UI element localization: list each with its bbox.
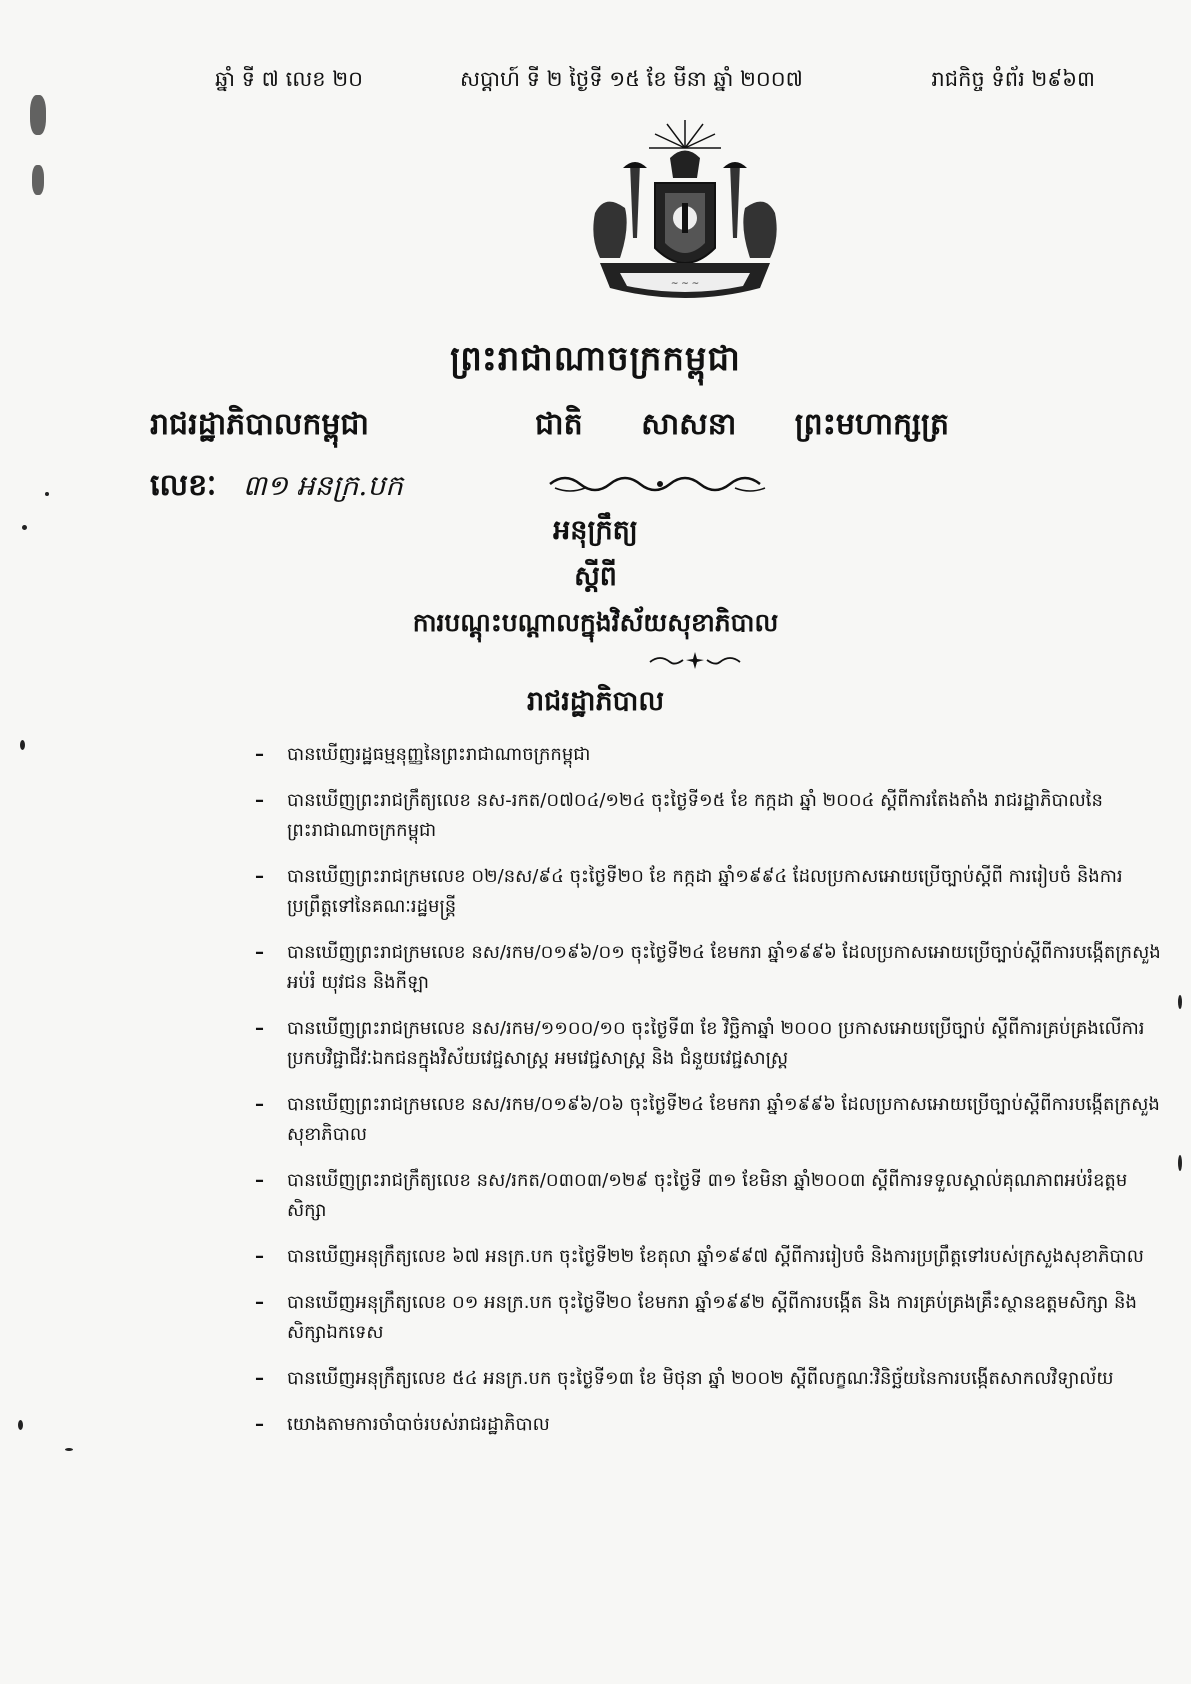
issuing-authority: រាជរដ្ឋាភិបាលកម្ពុជា (150, 407, 369, 442)
scan-speck (1178, 995, 1182, 1009)
list-item: – បានឃើញអនុក្រឹត្យលេខ ៥៤ អនក្រ.បក ចុះថ្ងៃទី១៣ ខែ មិថុនា ឆ្នាំ ២០០២ ស្តីពីលក្ខណៈវិនិច្ឆ័យនៃការបង្កើតសាកលវិទ្យាល័យ (255, 1368, 1114, 1389)
motto-religion: សាសនា (641, 407, 737, 442)
scan-speck (45, 492, 49, 496)
ornament-star-icon (645, 650, 745, 670)
gazette-header (215, 66, 1095, 96)
number-label: លេខៈ (150, 468, 217, 503)
national-motto (535, 405, 997, 449)
royal-coat-of-arms-icon (575, 118, 795, 328)
list-item: – បានឃើញព្រះរាជក្រមលេខ នស/រកម/០១៩៦/០១ ចុះថ្ងៃទី២៤ ខែមករា ឆ្នាំ១៩៩៦ ដែលប្រកាសអោយប្រើច្បាប់ស្តីពីការបង្កើតក្រសួងអប់រំ យុវជន និងកីឡា (255, 942, 1161, 993)
list-item: – យោងតាមការចាំបាច់របស់រាជរដ្ឋាភិបាល (255, 1414, 550, 1435)
motto-nation: ជាតិ (535, 407, 583, 442)
scan-speck (1178, 1155, 1182, 1171)
gazette-date: សប្តាហ៍ ទី ២ ថ្ងៃទី ១៥ ខែ មីនា ឆ្នាំ ២០០៧ (460, 67, 803, 91)
scan-speck (22, 525, 27, 530)
ornament-divider-icon (545, 470, 775, 494)
scan-speck (65, 1448, 73, 1451)
number-handwritten: ៣១ អនក្រ.បក (242, 469, 403, 502)
list-item: – បានឃើញរដ្ឋធម្មនុញ្ញនៃព្រះរាជាណាចក្រកម្ពុជា (255, 744, 591, 765)
motto-king: ព្រះមហាក្សត្រ (794, 407, 949, 442)
kingdom-title: ព្រះរាជាណាចក្រកម្ពុជា (450, 339, 741, 379)
list-item: – បានឃើញព្រះរាជក្រមលេខ ០២/នស/៩៤ ចុះថ្ងៃទី២០ ខែ កក្កដា ឆ្នាំ១៩៩៤ ដែលប្រកាសអោយប្រើច្បាប់ស្តីពី ការរៀបចំ និងការប្រព្រឹត្តទៅនៃគណៈរដ្ឋមន្ត្រី (255, 866, 1123, 917)
document-type: អនុក្រឹត្យ (553, 515, 638, 546)
list-item: – បានឃើញព្រះរាជក្រឹត្យលេខ នស-រកត/០៧០៤/១២៤ ចុះថ្ងៃទី១៥ ខែ កក្កដា ឆ្នាំ ២០០៤ ស្តីពីការតែងតាំង រាជរដ្ឋាភិបាលនៃព្រះរាជាណាចក្រកម្ពុជា (255, 790, 1103, 841)
gazette-year-issue: ឆ្នាំ ទី ៧ លេខ ២០ (215, 67, 364, 91)
document-subject: ការបណ្តុះបណ្តាលក្នុងវិស័យសុខាភិបាល (412, 608, 779, 637)
scan-speck (18, 1420, 23, 1430)
considerations-list (255, 740, 1165, 1456)
scan-speck (32, 165, 44, 195)
svg-text:~ ~ ~: ~ ~ ~ (670, 279, 700, 289)
gazette-page-number: រាជកិច្ច ទំព័រ ២៩៦៣ (931, 67, 1095, 91)
list-item: – បានឃើញអនុក្រឹត្យលេខ ៦៧ អនក្រ.បក ចុះថ្ងៃទី២២ ខែតុលា ឆ្នាំ១៩៩៧ ស្តីពីការរៀបចំ និងការប្រព្រឹត្តទៅរបស់ក្រសួងសុខាភិបាល (255, 1246, 1144, 1267)
concerning-label: ស្តីពី (574, 561, 617, 592)
list-item: – បានឃើញព្រះរាជក្រមលេខ នស/រកម/១១០០/១០ ចុះថ្ងៃទី៣ ខែ វិច្ឆិកាឆ្នាំ ២០០០ ប្រកាសអោយប្រើច្បាប់ ស្តីពីការគ្រប់គ្រងលើការប្រកបវិជ្ជាជីវៈឯកជនក្នុងវិស័យវេជ្ជសាស្ត្រ អមវេជ្ជសាស្ត្រ និង ជំនួយវេជ្ជសាស្ត្រ (255, 1018, 1145, 1069)
list-item: – បានឃើញព្រះរាជក្រឹត្យលេខ នស/រកត/០៣០៣/១២៩ ចុះថ្ងៃទី ៣១ ខែមិនា ឆ្នាំ២០០៣ ស្តីពីការទទួលស្គាល់គុណភាពអប់រំឧត្តមសិក្សា (255, 1170, 1128, 1221)
enacting-authority: រាជរដ្ឋាភិបាល (526, 686, 665, 717)
list-item: – បានឃើញអនុក្រឹត្យលេខ ០១ អនក្រ.បក ចុះថ្ងៃទី២០ ខែមករា ឆ្នាំ១៩៩២ ស្តីពីការបង្កើត និង ការគ្រប់គ្រងគ្រឹះស្ថានឧត្តមសិក្សា និង សិក្សាឯកទេស (255, 1292, 1137, 1343)
scan-speck (30, 95, 46, 135)
scan-speck (20, 740, 25, 750)
list-item: – បានឃើញព្រះរាជក្រមលេខ នស/រកម/០១៩៦/០៦ ចុះថ្ងៃទី២៤ ខែមករា ឆ្នាំ១៩៩៦ ដែលប្រកាសអោយប្រើច្បាប់ស្តីពីការបង្កើតក្រសួងសុខាភិបាល (255, 1094, 1160, 1145)
document-number (150, 466, 403, 510)
